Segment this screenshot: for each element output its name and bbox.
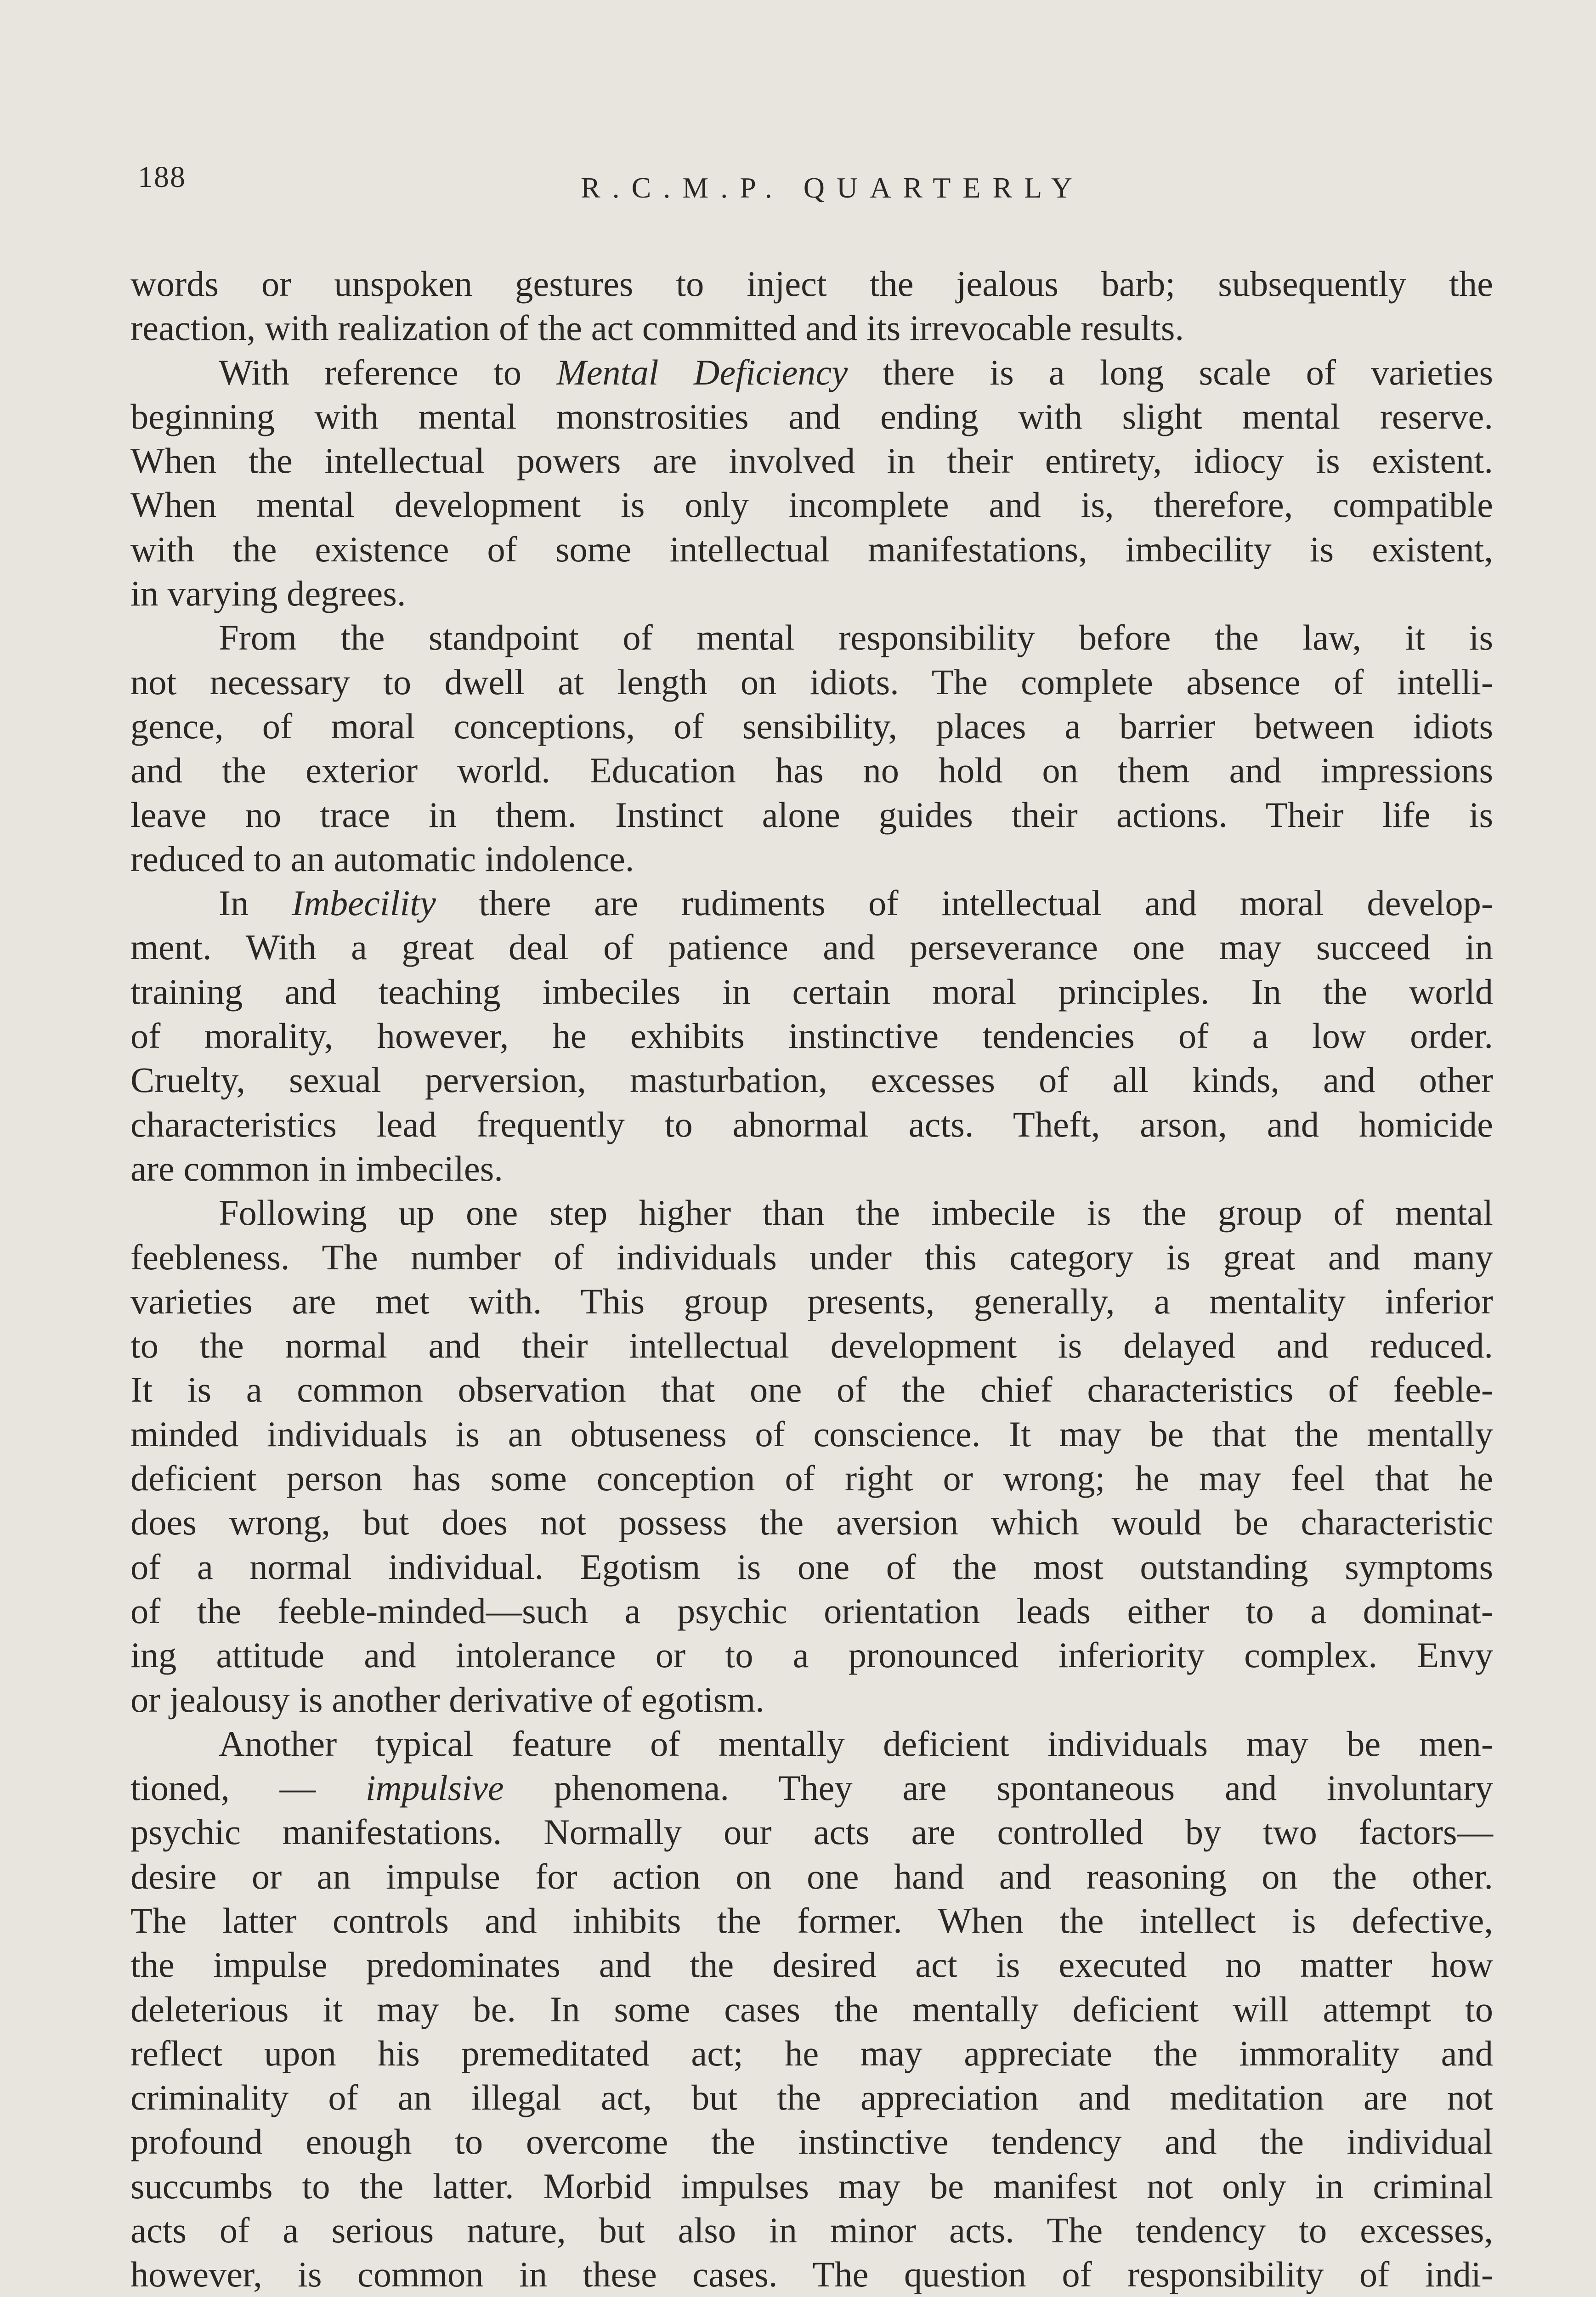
text-line: psychic manifestations. Normally our acts are controlled by two factors— [130, 1812, 1493, 1852]
text-line: acts of a serious nature, but also in minor acts. The tendency to excesses, [130, 2210, 1493, 2251]
text-line: of a normal individual. Egotism is one of the most outstanding symptoms [130, 1546, 1493, 1587]
text-line: of morality, however, he exhibits instinctive tendencies of a low order. [130, 1016, 1493, 1056]
text-line: reaction, with realization of the act committed and its irrevocable results. [130, 308, 1184, 348]
italic-term: impulsive [365, 1768, 504, 1808]
text-line: When the intellectual powers are involved in their entirety, idiocy is existent. [130, 441, 1493, 481]
text-line: or jealousy is another derivative of egotism. [130, 1679, 764, 1720]
text-line: minded individuals is an obtuseness of conscience. It may be that the mentally [130, 1414, 1493, 1454]
text-line: profound enough to overcome the instinctive tendency and the individual [130, 2122, 1493, 2162]
text-line: ment. With a great deal of patience and perseverance one may succeed in [130, 927, 1493, 967]
text-line: The latter controls and inhibits the former. When the intellect is defective, [130, 1900, 1493, 1941]
text-line: deficient person has some conception of right or wrong; he may feel that he [130, 1458, 1493, 1499]
page-number: 188 [138, 160, 186, 194]
text-line: ing attitude and intolerance or to a pronounced inferiority complex. Envy [130, 1635, 1493, 1675]
text-line: however, is common in these cases. The question of responsibility of indi- [130, 2254, 1493, 2295]
text-line: not necessary to dwell at length on idiots. The complete absence of intelli- [130, 662, 1493, 702]
text-line: It is a common observation that one of the chief characteristics of feeble- [130, 1369, 1493, 1410]
text-line: with the existence of some intellectual manifestations, imbecility is existent, [130, 529, 1493, 569]
text-line: does wrong, but does not possess the aversion which would be characteristic [130, 1502, 1493, 1543]
text-line: to the normal and their intellectual development is delayed and reduced. [130, 1325, 1493, 1366]
text-line: beginning with mental monstrosities and ending with slight mental reserve. [130, 396, 1493, 436]
italic-term: Mental Deficiency [556, 352, 848, 392]
text-line: feebleness. The number of individuals under this category is great and many [130, 1237, 1493, 1277]
text-line: gence, of moral conceptions, of sensibility, places a barrier between idiots [130, 706, 1493, 746]
text-line: Another typical feature of mentally deficient individuals may be men- [219, 1723, 1493, 1764]
text-line: the impulse predominates and the desired act is executed no matter how [130, 1945, 1493, 1985]
text-line: in varying degrees. [130, 573, 406, 614]
text-line: In Imbecility there are rudiments of intellectual and moral develop- [219, 883, 1493, 923]
text-line: criminality of an illegal act, but the appreciation and meditation are not [130, 2077, 1493, 2118]
text-line: succumbs to the latter. Morbid impulses may be manifest not only in criminal [130, 2166, 1493, 2206]
text-line: of the feeble-minded—such a psychic orientation leads either to a dominat- [130, 1590, 1493, 1631]
text-line: deleterious it may be. In some cases the mentally deficient will attempt to [130, 1989, 1493, 2029]
text-line: are common in imbeciles. [130, 1148, 503, 1188]
text-line: When mental development is only incomplete and is, therefore, compatible [130, 485, 1493, 525]
text-line: reduced to an automatic indolence. [130, 838, 634, 879]
text-line: desire or an impulse for action on one hand and reasoning on the other. [130, 1856, 1493, 1896]
text-line: With reference to Mental Deficiency there is a long scale of varieties [219, 352, 1494, 392]
running-head: R.C.M.P. QUARTERLY [580, 171, 1085, 204]
text-line: words or unspoken gestures to inject the jealous barb; subsequently the [130, 264, 1493, 304]
body-text [130, 262, 1493, 2297]
italic-term: Imbecility [292, 883, 436, 923]
text-line: reflect upon his premeditated act; he may appreciate the immorality and [130, 2033, 1493, 2073]
text-line: and the exterior world. Education has no hold on them and impressions [130, 750, 1493, 791]
text-line: leave no trace in them. Instinct alone guides their actions. Their life is [130, 794, 1493, 835]
text-line: varieties are met with. This group presents, generally, a mentality inferior [130, 1281, 1493, 1321]
text-line: characteristics lead frequently to abnormal acts. Theft, arson, and homicide [130, 1104, 1493, 1144]
text-line: training and teaching imbeciles in certain moral principles. In the world [130, 971, 1493, 1012]
text-line: Cruelty, sexual perversion, masturbation, excesses of all kinds, and other [130, 1060, 1493, 1100]
text-line: From the standpoint of mental responsibility before the law, it is [219, 617, 1493, 658]
text-line: Following up one step higher than the imbecile is the group of mental [219, 1193, 1493, 1233]
text-line: tioned, — impulsive phenomena. They are spontaneous and involuntary [130, 1768, 1493, 1808]
